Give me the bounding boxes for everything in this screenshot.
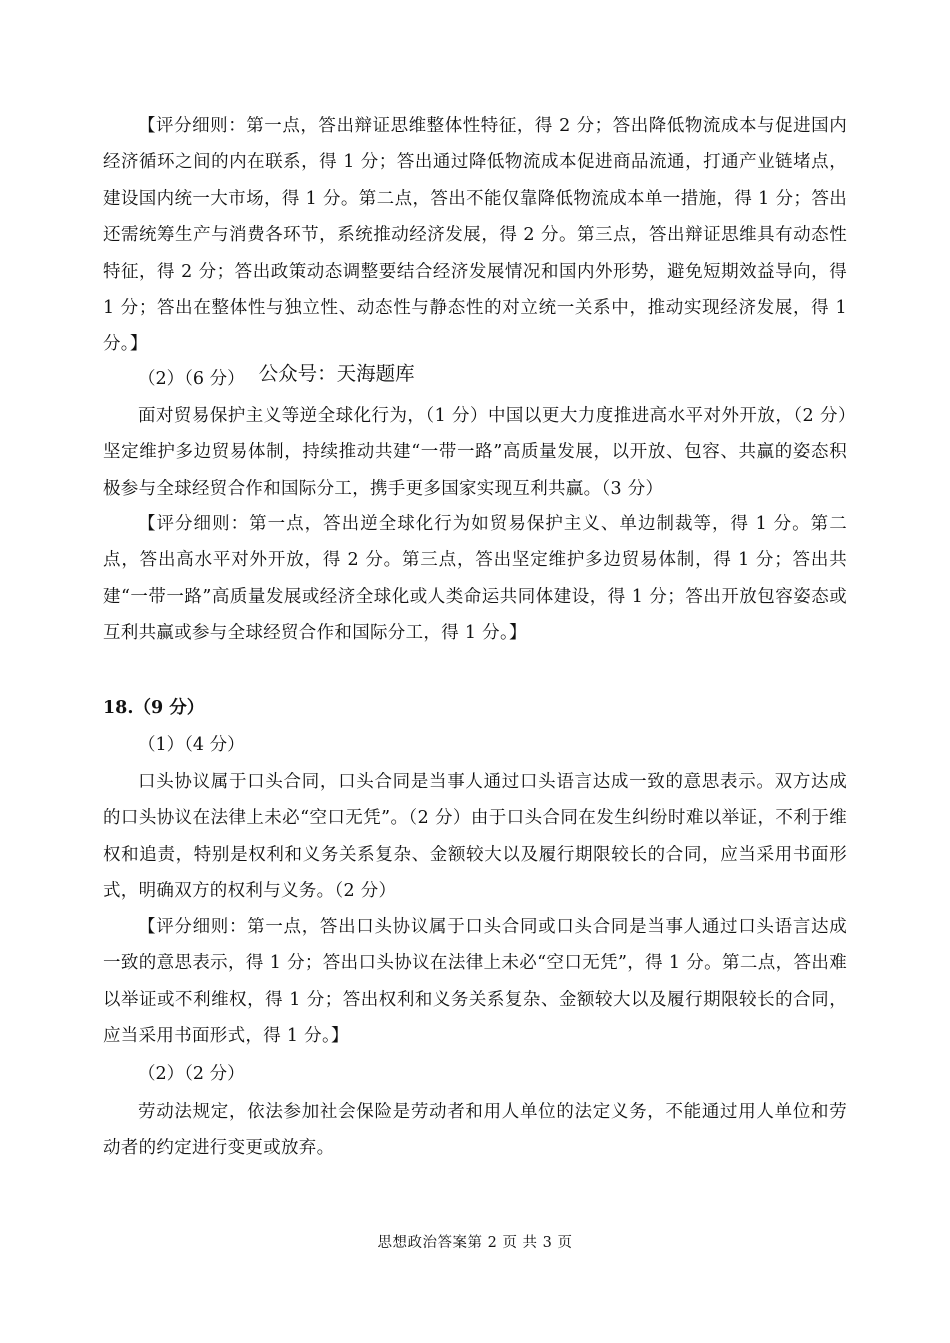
q17-part2-header <box>103 360 847 397</box>
q18-title: 18.（9 分） <box>103 698 205 718</box>
q18-part1-label: （1）（4 分） <box>138 735 245 755</box>
q18-part1-header <box>103 727 847 763</box>
q18-part2-answer: 劳动法规定，依法参加社会保险是劳动者和用人单位的法定义务，不能通过用人单位和劳动者的约定进行变更或放弃。 <box>103 1102 847 1159</box>
q17-part2-label: （2）（6 分） <box>138 369 245 389</box>
q17-part2-answer-block <box>103 398 847 507</box>
q18-part2-label: （2）（2 分） <box>138 1064 245 1084</box>
q17-part2-answer: 面对贸易保护主义等逆全球化行为，（1 分）中国以更大力度推进高水平对外开放，（2 分）坚定维护多边贸易体制，持续推动共建“一带一路”高质量发展，以开放、包容、共赢的姿态积极参与全球经贸合作和国际分工，携手更多国家实现互利共赢。（3 分） <box>103 406 847 499</box>
q17-part2-rubric: 【评分细则：第一点，答出逆全球化行为如贸易保护主义、单边制裁等，得 1 分。第二点，答出高水平对外开放，得 2 分。第三点，答出坚定维护多边贸易体制，得 1 分；答出共建“一带一路”高质量发展或经济全球化或人类命运共同体建设，得 1 分；答出开放包容姿态或互利共赢或参与全球经贸合作和国际分工，得 1 分。】 <box>103 514 847 644</box>
q17-part1-rubric: 【评分细则：第一点，答出辩证思维整体性特征，得 2 分；答出降低物流成本与促进国内经济循环之间的内在联系，得 1 分；答出通过降低物流成本促进商品流通，打通产业链堵点，建设国内统一大市场，得 1 分。第二点，答出不能仅靠降低物流成本单一措施，得 1 分；答出还需统筹生产与消费各环节，系统推动经济发展，得 2 分。第三点，答出辩证思维具有动态性特征，得 2 分；答出政策动态调整要结合经济发展情况和国内外形势，避免短期效益导向，得 1 分；答出在整体性与独立性、动态性与静态性的对立统一关系中，推动实现经济发展，得 1 分。】 <box>103 116 847 355</box>
page-footer: 思想政治答案第 2 页 共 3 页 <box>377 1235 573 1251</box>
wechat-watermark: 公众号：天海题库 <box>258 362 415 385</box>
q18-part1-answer: 口头协议属于口头合同，口头合同是当事人通过口头语言达成一致的意思表示。双方达成的口头协议在法律上未必“空口无凭”。（2 分）由于口头合同在发生纠纷时难以举证，不利于维权和追责，特别是权利和义务关系复杂、金额较大以及履行期限较长的合同，应当采用书面形式，明确双方的权利与义务。（2 分） <box>103 772 847 902</box>
q18-part1-rubric-block <box>103 909 847 1055</box>
q18-title-block <box>103 690 847 726</box>
q17-part1-rubric-block <box>103 108 847 363</box>
q18-part1-rubric: 【评分细则：第一点，答出口头协议属于口头合同或口头合同是当事人通过口头语言达成一致的意思表示，得 1 分；答出口头协议在法律上未必“空口无凭”，得 1 分。第二点，答出难以举证或不利维权，得 1 分；答出权利和义务关系复杂、金额较大以及履行期限较长的合同，应当采用书面形式，得 1 分。】 <box>103 917 847 1047</box>
q17-part2-rubric-block <box>103 506 847 652</box>
q18-part2-header <box>103 1056 847 1092</box>
q18-part1-answer-block <box>103 764 847 910</box>
q18-part2-answer-block <box>103 1094 847 1167</box>
